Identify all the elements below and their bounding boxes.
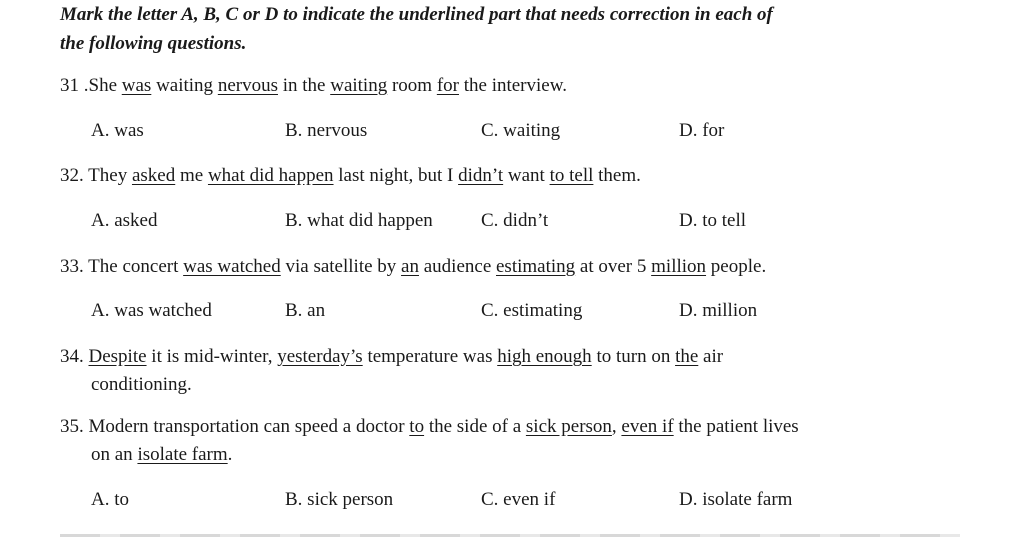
question-31	[60, 71, 960, 100]
underlined-part-a: to	[409, 416, 425, 437]
underlined-part-b: what did happen	[207, 165, 334, 186]
underlined-part-b: yesterday’s	[277, 346, 363, 367]
option-a[interactable]: A. was	[91, 120, 144, 141]
question-text: Modern transportation can speed a doctor	[88, 416, 410, 437]
option-c[interactable]: C. even if	[481, 489, 556, 510]
question-text: The concert	[88, 256, 184, 277]
question-text: She	[88, 75, 122, 96]
option-a[interactable]: A. to	[91, 489, 129, 510]
question-34-continuation: conditioning.	[91, 374, 192, 395]
option-b[interactable]: B. nervous	[285, 120, 368, 141]
option-c[interactable]: C. estimating	[481, 300, 583, 321]
bottom-divider	[60, 534, 960, 537]
question-text: me	[175, 165, 208, 186]
question-text: last night, but I	[333, 165, 459, 186]
underlined-part-a: Despite	[88, 346, 147, 367]
question-text: in the	[277, 75, 331, 96]
underlined-part-b: nervous	[217, 75, 278, 96]
option-d[interactable]: D. for	[679, 120, 725, 141]
question-number: 34.	[60, 346, 89, 367]
question-number: 35.	[60, 416, 89, 437]
option-d[interactable]: D. isolate farm	[679, 489, 793, 510]
underlined-part-a: was	[121, 75, 152, 96]
underlined-part-a: was watched	[183, 256, 281, 277]
underlined-part-d: isolate farm	[137, 444, 228, 465]
question-text: it is mid-winter,	[146, 346, 278, 367]
question-text: want	[503, 165, 550, 186]
underlined-part-c: even if	[621, 416, 674, 437]
question-text: waiting	[151, 75, 218, 96]
question-text: the interview.	[458, 75, 567, 96]
underlined-part-d: million	[651, 256, 707, 277]
question-text: They	[88, 165, 132, 186]
question-text: the patient lives	[673, 416, 799, 437]
question-text: them.	[593, 165, 641, 186]
question-33	[60, 252, 960, 281]
question-32	[60, 161, 960, 190]
question-text: the side of a	[424, 416, 526, 437]
question-35-continuation	[91, 440, 232, 469]
question-35	[60, 412, 960, 441]
question-text: via satellite by	[280, 256, 402, 277]
question-text: audience	[418, 256, 496, 277]
instructions-line-1: Mark the letter A, B, C or D to indicate the underlined part that needs correction in each of	[60, 4, 773, 25]
underlined-part-c: didn’t	[458, 165, 504, 186]
option-c[interactable]: C. waiting	[481, 120, 561, 141]
underlined-part-c: estimating	[496, 256, 576, 277]
question-text: air	[698, 346, 724, 367]
option-b[interactable]: B. an	[285, 300, 326, 321]
underlined-part-b: an	[401, 256, 419, 277]
question-text: .	[227, 444, 233, 465]
question-number: 33.	[60, 256, 89, 277]
question-text: to turn on	[591, 346, 676, 367]
option-d[interactable]: D. to tell	[679, 210, 747, 231]
question-text: people.	[706, 256, 767, 277]
question-text: room	[387, 75, 437, 96]
question-text: at over 5	[575, 256, 652, 277]
underlined-part-b: sick person	[525, 416, 612, 437]
option-b[interactable]: B. what did happen	[285, 210, 433, 231]
option-c[interactable]: C. didn’t	[481, 210, 549, 231]
question-number: 31 .	[60, 75, 89, 96]
underlined-part-c: high enough	[497, 346, 592, 367]
question-text: ,	[611, 416, 622, 437]
question-text: on an	[91, 444, 138, 465]
instructions	[60, 0, 940, 58]
question-text: temperature was	[362, 346, 498, 367]
underlined-part-a: asked	[131, 165, 176, 186]
option-a[interactable]: A. was watched	[91, 300, 212, 321]
question-34	[60, 342, 960, 371]
instructions-line-2: the following questions.	[60, 33, 247, 54]
option-a[interactable]: A. asked	[91, 210, 158, 231]
underlined-part-d: to tell	[549, 165, 594, 186]
underlined-part-d: for	[436, 75, 459, 96]
option-b[interactable]: B. sick person	[285, 489, 394, 510]
question-number: 32.	[60, 165, 89, 186]
underlined-part-d: the	[675, 346, 699, 367]
option-d[interactable]: D. million	[679, 300, 758, 321]
underlined-part-c: waiting	[330, 75, 388, 96]
